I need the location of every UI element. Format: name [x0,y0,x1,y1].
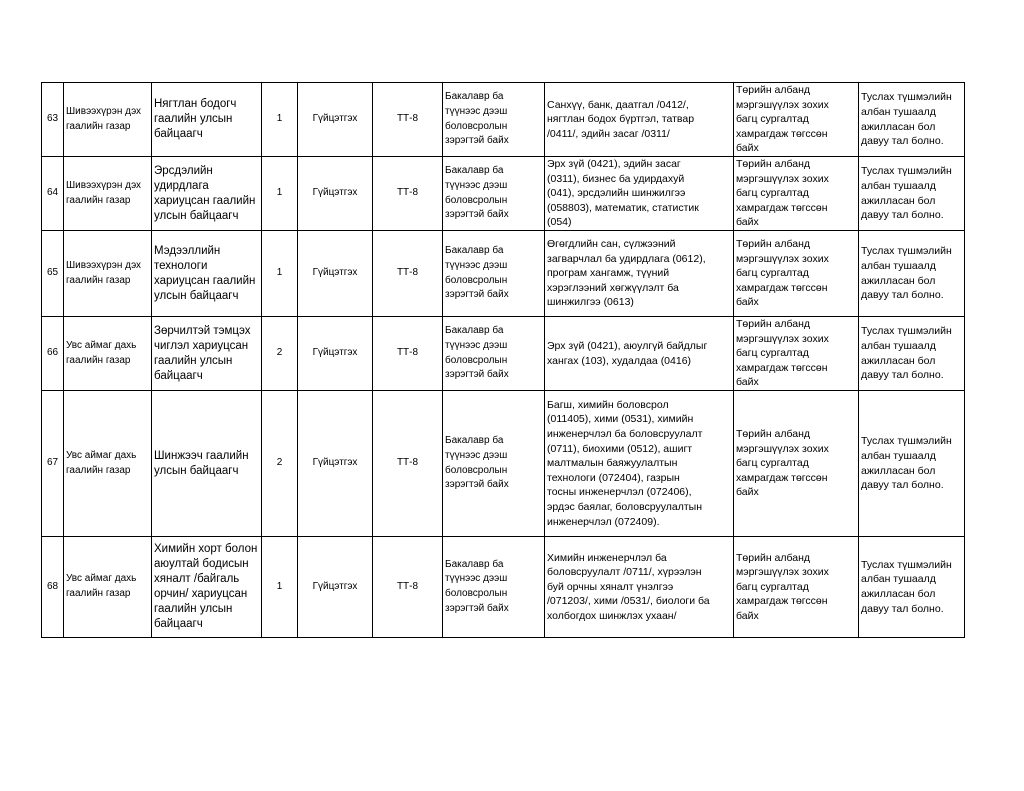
experience-requirement: Туслах түшмэлийн албан тушаалд ажилласан бол давуу тал болно. [859,83,965,157]
position-count: 2 [262,317,298,391]
organization: Увс аймаг дахь гаалийн газар [64,317,152,391]
position-count: 1 [262,83,298,157]
training-requirement: Төрийн албанд мэргэшүүлэх зохих багц сургалтад хамрагдаж төгссөн байх [734,391,859,537]
education-requirement: Бакалавр ба түүнээс дээш боловсролын зэрэгтэй байх [443,537,545,638]
row-number: 64 [42,157,64,231]
organization: Шивээхүрэн дэх гаалийн газар [64,157,152,231]
training-requirement: Төрийн албанд мэргэшүүлэх зохих багц сургалтад хамрагдаж төгссөн байх [734,537,859,638]
education-requirement: Бакалавр ба түүнээс дээш боловсролын зэрэгтэй байх [443,317,545,391]
position-code: ТТ-8 [373,317,443,391]
table-row [42,157,965,231]
education-requirement: Бакалавр ба түүнээс дээш боловсролын зэрэгтэй байх [443,83,545,157]
position-count: 1 [262,157,298,231]
profession-requirement: Эрх зүй (0421), аюулгүй байдлыг хангах (103), худалдаа (0416) [545,317,734,391]
position-title: Зөрчилтэй тэмцэх чиглэл хариуцсан гаалийн улсын байцаагч [152,317,262,391]
row-number: 65 [42,231,64,317]
position-type: Гүйцэтгэх [298,537,373,638]
position-code: ТТ-8 [373,157,443,231]
row-number: 66 [42,317,64,391]
position-type: Гүйцэтгэх [298,231,373,317]
organization: Увс аймаг дахь гаалийн газар [64,537,152,638]
training-requirement: Төрийн албанд мэргэшүүлэх зохих багц сургалтад хамрагдаж төгссөн байх [734,231,859,317]
table-row [42,317,965,391]
position-count: 1 [262,231,298,317]
education-requirement: Бакалавр ба түүнээс дээш боловсролын зэрэгтэй байх [443,231,545,317]
experience-requirement: Туслах түшмэлийн албан тушаалд ажилласан бол давуу тал болно. [859,231,965,317]
experience-requirement: Туслах түшмэлийн албан тушаалд ажилласан бол давуу тал болно. [859,391,965,537]
organization: Шивээхүрэн дэх гаалийн газар [64,231,152,317]
position-count: 1 [262,537,298,638]
row-number: 63 [42,83,64,157]
position-code: ТТ-8 [373,391,443,537]
education-requirement: Бакалавр ба түүнээс дээш боловсролын зэрэгтэй байх [443,391,545,537]
position-code: ТТ-8 [373,231,443,317]
experience-requirement: Туслах түшмэлийн албан тушаалд ажилласан бол давуу тал болно. [859,537,965,638]
education-requirement: Бакалавр ба түүнээс дээш боловсролын зэрэгтэй байх [443,157,545,231]
profession-requirement: Химийн инженерчлэл ба боловсруулалт /0711/, хүрээлэн буй орчны хяналт үнэлгээ /071203/, хими /0531/, биологи ба холбогдох шинжлэх ухаан/ [545,537,734,638]
training-requirement: Төрийн албанд мэргэшүүлэх зохих багц сургалтад хамрагдаж төгссөн байх [734,83,859,157]
profession-requirement: Багш, химийн боловсрол (011405), хими (0531), химийн инженерчлэл ба боловсруулалт (0711), биохими (0512), ашигт малтмалын баяжуулалтын технологи (072404), газрын тосны инженерчлэл (072406), эрдэс баялаг, боловсруулалтын инженерчлэл (072409). [545,391,734,537]
position-title: Шинжээч гаалийн улсын байцаагч [152,391,262,537]
organization: Шивээхүрэн дэх гаалийн газар [64,83,152,157]
table-row [42,231,965,317]
profession-requirement: Санхүү, банк, даатгал /0412/, нягтлан бодох бүртгэл, татвар /0411/, эдийн засаг /0311/ [545,83,734,157]
table-row [42,537,965,638]
table-row [42,83,965,157]
position-title: Нягтлан бодогч гаалийн улсын байцаагч [152,83,262,157]
position-type: Гүйцэтгэх [298,157,373,231]
row-number: 67 [42,391,64,537]
profession-requirement: Эрх зүй (0421), эдийн засаг (0311), бизнес ба удирдахуй (041), эрсдэлийн шинжилгээ (058803), математик, статистик (054) [545,157,734,231]
experience-requirement: Туслах түшмэлийн албан тушаалд ажилласан бол давуу тал болно. [859,157,965,231]
position-count: 2 [262,391,298,537]
experience-requirement: Туслах түшмэлийн албан тушаалд ажилласан бол давуу тал болно. [859,317,965,391]
organization: Увс аймаг дахь гаалийн газар [64,391,152,537]
profession-requirement: Өгөгдлийн сан, сүлжээний загварчлал ба удирдлага (0612), програм хангамж, түүний хэрэглээний хөгжүүлэлт ба шинжилгээ (0613) [545,231,734,317]
position-title: Химийн хорт болон аюултай бодисын хяналт /байгаль орчин/ хариуцсан гаалийн улсын байцаагч [152,537,262,638]
position-type: Гүйцэтгэх [298,83,373,157]
position-title: Эрсдэлийн удирдлага хариуцсан гаалийн улсын байцаагч [152,157,262,231]
position-code: ТТ-8 [373,83,443,157]
position-title: Мэдээллийн технологи хариуцсан гаалийн улсын байцаагч [152,231,262,317]
position-requirements-table [41,82,965,638]
position-type: Гүйцэтгэх [298,391,373,537]
training-requirement: Төрийн албанд мэргэшүүлэх зохих багц сургалтад хамрагдаж төгссөн байх [734,317,859,391]
position-type: Гүйцэтгэх [298,317,373,391]
row-number: 68 [42,537,64,638]
training-requirement: Төрийн албанд мэргэшүүлэх зохих багц сургалтад хамрагдаж төгссөн байх [734,157,859,231]
table-row [42,391,965,537]
position-code: ТТ-8 [373,537,443,638]
